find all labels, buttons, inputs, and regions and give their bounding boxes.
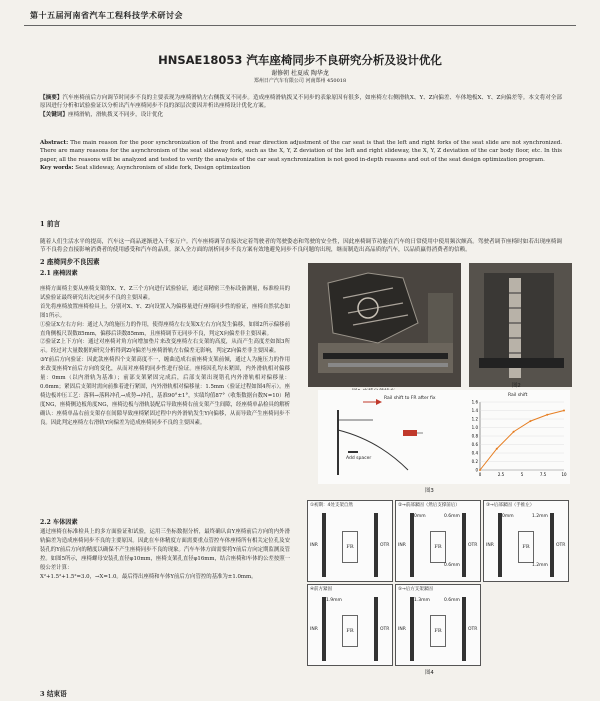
paragraph: ①验证X左右方向：通过人为的施压力的作用，使得座椅左右支架X左右方向发生偏移，如图2所示偏移前直角侧板尺误数85mm，偏移后读数85mm，且座椅调节无同步不良，判定X向偏差非主要因素。 — [40, 321, 290, 337]
section-2-2-body — [40, 528, 290, 581]
section-2-1-heading: 2.1 座椅因素 — [40, 270, 78, 277]
inner-rail — [410, 597, 414, 661]
figure-3-caption: 图3 — [425, 488, 434, 494]
figure-4 — [307, 500, 569, 668]
section-2-2-heading: 2.2 车体因素 — [40, 519, 78, 526]
abstract-cn — [40, 94, 562, 119]
fig4-panel — [395, 500, 481, 582]
shift-left-label: 1.9mm — [326, 598, 342, 603]
seat-frame-illustration — [308, 263, 461, 387]
y-tick-label: 1.2 — [471, 416, 478, 422]
running-header: 第十五届河南省汽车工程科技学术研讨会 — [30, 10, 183, 20]
x-tick-label: 0 — [478, 472, 482, 477]
x-tick-label: 10 — [561, 472, 567, 477]
fr-box: FR — [430, 615, 446, 647]
otr-label: OTR — [556, 543, 566, 548]
figure-2-photo — [469, 263, 572, 387]
paragraph: 首先将座椅放置座椅检具上，分别对X、Y、Z向设置入为偏移量进行座椅同步性的验证，座椅自然状态如图1所示。 — [40, 303, 290, 319]
outer-rail — [462, 513, 466, 577]
shift-left-label: 0mm — [502, 514, 514, 519]
inr-label: INR — [398, 543, 406, 548]
fig4-panel — [307, 500, 393, 582]
paper-title: HNSAE18053 汽车座椅同步不良研究分析及设计优化 — [158, 53, 442, 67]
ruler-measurement-illustration — [469, 263, 572, 387]
figure-4-caption: 图4 — [425, 670, 434, 676]
abstract-cn-label: 【摘要】 — [40, 95, 63, 101]
y-tick-label: 0.6 — [471, 442, 478, 447]
inr-label: INR — [310, 627, 318, 632]
abstract-en-text: The main reason for the poor synchronization of the front and rear direction adjustment of the car seat is that the left and right forks of the seat slide are not synchronized. There are many reasons for the asynchronism of the seat slideway fork, such as the X, Y, Z deviation of the left and right slideway, the X, Y, Z deviation of the car body floor, etc. In this paper, all the reasons will be analyzed and tested to verify the analysis of the car seat synchronization is not good in-depth reasons and out of the seat design optimization program. — [40, 140, 562, 163]
section-1-text: 随着人们生活水平的提高，汽车这一商品逐渐进入千家万户。汽车座椅调节直接决定着驾驶者的驾驶姿态和驾驶的安全性，因此座椅调节功能在汽车的日常使用中使用频次颇高。驾驶者调节座椅时如若出现座椅调节不良将会直接影响消费者的使用感受和汽车的品质。深入全方面的剖析同步不良方案有效地避免同步不良问题的出现，继而制造出高品质的汽车，以品质赢得消费者的信赖。 — [40, 239, 562, 254]
y-tick-label: 1.0 — [471, 425, 478, 430]
figure-2-caption: 图2 — [512, 383, 521, 389]
fr-box: FR — [518, 531, 534, 563]
fig4-panel-title: ④前方紧固 — [310, 587, 333, 592]
inner-rail — [322, 597, 326, 661]
y-tick-label: 0 — [475, 467, 478, 473]
inner-rail — [498, 513, 502, 577]
otr-label: OTR — [380, 627, 390, 632]
paragraph: ③Y前后方向验证：因此款座椅四个支架高度不一，缠曲造成右前座椅支架前倾，通过人为施压力的作用来改变座椅Y前后方向的变化，从而对座椅的同步性进行验证。座椅因孔均未紧固，内外滑轨相对偏移量：0mm（以内滑轨为基准）；前部支架紧固完成后，后部支架出现错孔内外滑轨相对偏移量：0.6mm；紧固后支架时需向前推着进行紧固，内外滑轨相对偏移量：1.5mm（验证过程如图4所示）。座椅边板冲压工艺：落料→落料冲孔→成势→冲孔，基准90°±1°，实绩均值87°（收集数据台数N=10）精度NG，座椅侧边板角度NG，座椅边板与滑轨装配后导致座椅右前支架产生间隙，经座椅单品检具的解析确认：座椅单品右前支架存在间隙导致座椅紧固过程中内外滑轨发生Y向偏移，从而导致产生座椅同步不良。因此判定座椅左右滑轨Y向偏差为造成座椅同步不良的主要因素。 — [40, 357, 290, 426]
affiliation: 郑州日产汽车有限公司 河南郑州 450018 — [253, 78, 347, 84]
otr-label: OTR — [468, 543, 478, 548]
shift-right-label: 1.2mm — [532, 514, 548, 519]
x-tick-label: 5 — [520, 472, 524, 477]
paragraph: ②验证Z上下方向：通过对座椅对角方向增加垫片来改变座椅左右支架的高度，从而产生高度差如图3所示。经过对大量数据的研究分析得到Z向偏差与座椅滑轨左右偏差无影响，判定Z向偏差非主要因素。 — [40, 339, 290, 355]
section-3-heading: 3 结束语 — [40, 690, 67, 698]
data-point — [563, 410, 565, 412]
inr-label: INR — [486, 543, 494, 548]
fig4-panel-title: ②→前部紧固（然后支撑前后） — [398, 503, 460, 508]
rail-shift-label: Rail shift to FR after fix — [384, 396, 436, 401]
keywords-en-label: Key words: — [40, 165, 74, 172]
section-2-heading: 2 座椅同步不良因素 — [40, 258, 100, 266]
otr-label: OTR — [468, 627, 478, 632]
y-tick-label: 1.6 — [471, 399, 478, 405]
figure-1-seat-photo — [308, 263, 461, 387]
y-tick-label: 1.4 — [471, 408, 478, 413]
keywords-en-text: Seat slideway, Asynchronism of slide fork, Design optimization — [75, 165, 251, 172]
fig4-panel — [395, 584, 481, 666]
abstract-en — [40, 139, 562, 173]
x-tick-label: 2.5 — [497, 472, 505, 477]
shift-right-label: 0.6mm — [444, 514, 460, 519]
shift-mid-label: 1.2mm — [532, 563, 548, 568]
y-tick-label: 0.4 — [471, 450, 478, 456]
abstract-en-label: Abstract: — [40, 140, 69, 146]
header-rule — [24, 25, 576, 26]
data-point — [546, 414, 548, 416]
y-tick-label: 0.2 — [471, 459, 478, 464]
data-point — [529, 420, 531, 422]
x-tick-label: 7.5 — [539, 472, 547, 477]
formula: X²+1.5²+1.5²=3.0，→X=1.0。最后得出座椅和车体Y前后方向管控的基准为±1.0mm。 — [40, 573, 257, 580]
outer-rail — [374, 513, 378, 577]
shift-right-label: 0.6mm — [444, 598, 460, 603]
outer-rail — [374, 597, 378, 661]
fig4-panel-title: ⑤→后方支架紧固 — [398, 587, 433, 592]
add-spacer-label: Add spacer — [346, 456, 372, 461]
chart-title: Rail shift — [508, 393, 528, 398]
fr-box: FR — [342, 531, 358, 563]
inner-rail — [410, 513, 414, 577]
outer-rail — [550, 513, 554, 577]
otr-label: OTR — [380, 543, 390, 548]
shift-left-label: 1.3mm — [414, 598, 430, 603]
data-point — [513, 431, 515, 433]
fr-box: FR — [430, 531, 446, 563]
fr-box: FR — [342, 615, 358, 647]
fig4-panel-title: ①初期：4处支架自然 — [310, 503, 353, 508]
inner-rail — [322, 513, 326, 577]
paragraph: 座椅方面椅主要从座椅支架的X、Y、Z三个方向进行试验验证，通过高精密三坐标设备测量，标准检具的试验验证最终研究出决定同步不良的主要因素。 — [40, 286, 290, 301]
outer-rail — [462, 597, 466, 661]
section-1-heading: 1 前言 — [40, 220, 61, 228]
shift-mid-label: 0.6mm — [444, 563, 460, 568]
figure-3-diagram — [318, 390, 570, 484]
fig4-panel — [307, 584, 393, 666]
fig4-panel — [483, 500, 569, 582]
keywords-cn-label: 【关键词】 — [40, 111, 68, 118]
y-tick-label: 0.8 — [471, 433, 478, 439]
inr-label: INR — [310, 543, 318, 548]
inr-label: INR — [398, 627, 406, 632]
fig4-panel-title: ③→后部紧固（手推左） — [486, 503, 535, 508]
authors: 谢修朝 杜夏威 陶华龙 — [271, 70, 329, 77]
figure-3 — [318, 390, 570, 484]
shift-left-label: 0mm — [414, 514, 426, 519]
data-point — [496, 448, 498, 450]
data-point — [479, 469, 481, 471]
section-2-1-body — [40, 285, 290, 428]
abstract-cn-text: 汽车座椅前后方向调节时同步不良的主要表现为座椅滑轨左右侧拨叉不同步。造成座椅滑轨拨叉不同步的表象原因有很多，如座椅左右侧滑轨X、Y、Z向偏差、车体地板X、Y、Z向偏差等。本文将对全部原因进行分析和试验验证以分析出汽车座椅同步不良的深层次要因并析出座椅设计优化方案。 — [40, 95, 562, 110]
keywords-cn-text: 座椅滑轨，滑轨拨叉不同步，设计优化 — [67, 111, 164, 118]
paragraph: 通过座椅在标准检具上的多方面验证和试验，运用三坐标数据分析，最终确认由Y座椅前后方向的内外滑轨偏差为造成座椅同步不良的主要原因。因此在车体精度方面需要重点管控车体座椅所有相关定位孔及安装孔的Y前后方向的精度以确保不产生座椅同步不良的现象。汽车车体方面需要将Y前后方向定期监测及管控。如图5所示，座椅螺母安装孔直径φ10mm，座椅支架孔直径φ16mm，结合座椅和车体的公差按照一般公差计算： — [40, 529, 290, 571]
